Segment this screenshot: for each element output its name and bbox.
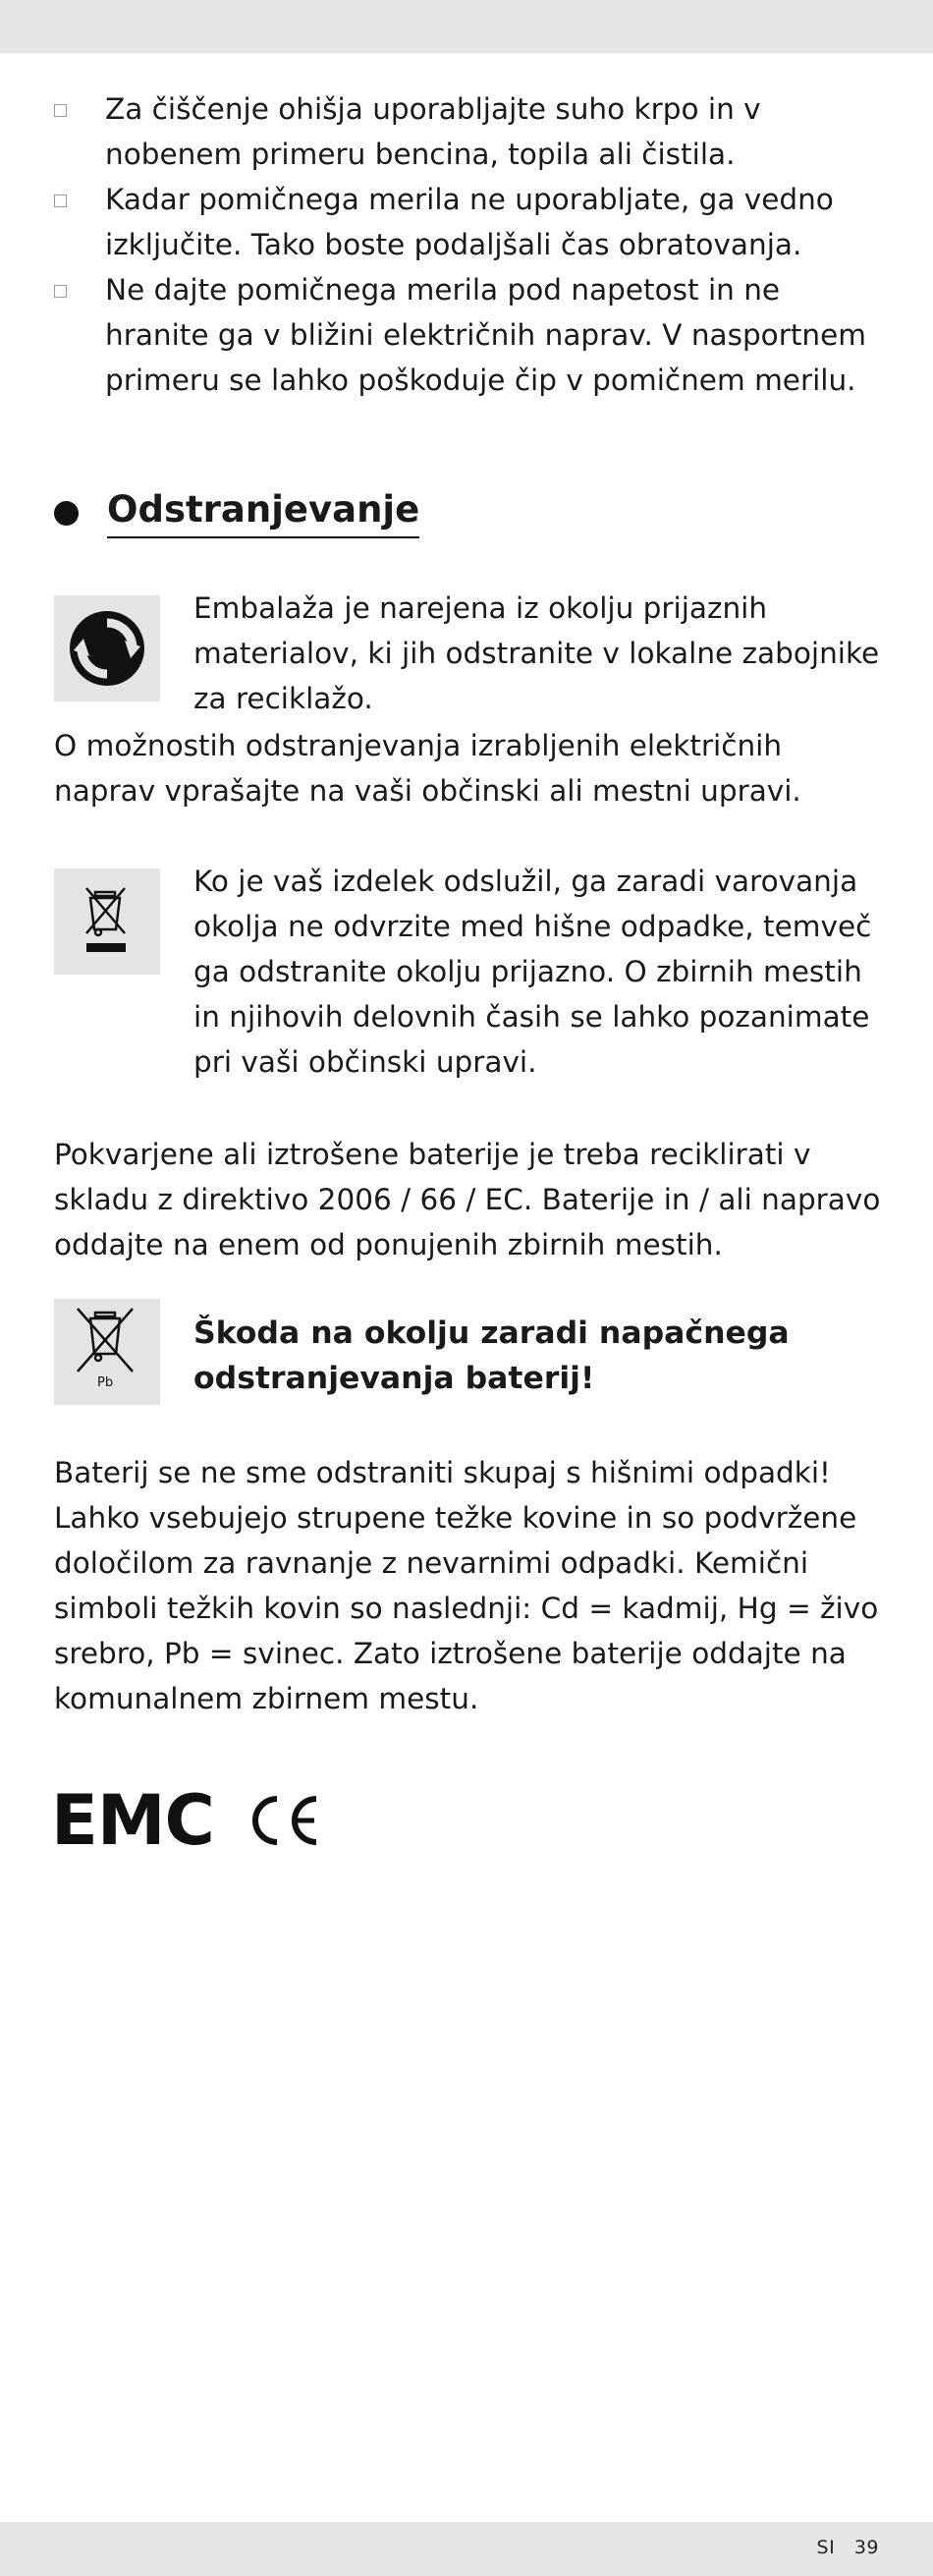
bottom-bar: [0, 2522, 933, 2576]
crossed-out-bin-icon: [54, 868, 160, 975]
list-item: [54, 267, 889, 403]
battery-recycling-paragraph: Pokvarjene ali iztrošene baterije je treba reciklirati v skladu z direktivo 2006 / 66 / EC. Baterije in / ali napravo oddajte na enem od ponujenih zbirnih mestih.: [54, 1138, 881, 1261]
list-item-text: Za čiščenje ohišja uporabljajte suho krpo in v nobenem primeru bencina, topila ali čistila.: [105, 92, 761, 171]
page-number: SI 39: [816, 2537, 879, 2558]
disposal-info-paragraph: O možnostih odstranjevanja izrabljenih električnih naprav vprašajte na vaši občinski ali mestni upravi.: [54, 729, 801, 808]
recycle-text: Embalaža je narejena iz okolju prijaznih materialov, ki jih odstranite v lokalne zabojnike za reciklažo.: [193, 591, 880, 715]
certification-marks: [51, 1780, 322, 1861]
list-item: [54, 86, 889, 177]
battery-detail-paragraph: Baterij se ne sme odstraniti skupaj s hišnimi odpadki! Lahko vsebujejo strupene težke kovine in so podvržene določilom za ravnanje z nevarnimi odpadki. Kemični simboli težkih kovin so naslednji: Cd = kadmij, Hg = živo srebro, Pb = svinec. Zato iztrošene baterije oddajte na komunalnem zbirnem mestu.: [54, 1456, 879, 1715]
bullet-dot-icon: [54, 501, 79, 526]
checkbox-bullet-icon: [54, 104, 67, 117]
battery-warning-title: Škoda na okolju zaradi napačnega odstranjevanja baterij!: [193, 1316, 790, 1396]
section-heading: [54, 487, 419, 538]
list-item-text: Ne dajte pomičnega merila pod napetost in ne hranite ga v bližini električnih naprav. V nasportnem primeru se lahko poškoduje čip v pomičnem merilu.: [105, 273, 867, 397]
pb-label: Pb: [97, 1375, 114, 1390]
top-bar: [0, 0, 933, 53]
checkbox-bullet-icon: [54, 285, 67, 298]
checkbox-bullet-icon: [54, 195, 67, 207]
weee-text: Ko je vaš izdelek odslužil, ga zaradi varovanja okolja ne odvrzite med hišne odpadke, temveč ga odstranite okolju prijazno. O zbirnih mestih in njihovih delovnih časih se lahko pozanimate pri vaši občinski upravi.: [193, 865, 872, 1079]
ce-mark-icon: [244, 1791, 322, 1850]
care-instructions-list: [54, 86, 889, 403]
crossed-out-bin-pb-icon: [54, 1299, 160, 1405]
list-item-text: Kadar pomičnega merila ne uporabljate, ga vedno izključite. Tako boste podaljšali čas obratovanja.: [105, 183, 834, 261]
recycle-icon: [54, 595, 160, 701]
list-item: [54, 177, 889, 267]
section-title: Odstranjevanje: [107, 487, 419, 538]
emc-mark: EMC: [51, 1780, 214, 1861]
